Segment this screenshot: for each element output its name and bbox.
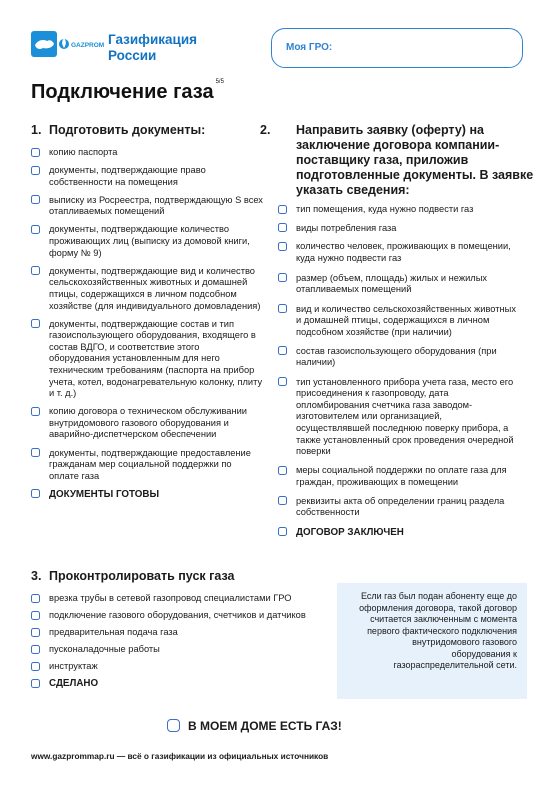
section-1-checklist	[31, 147, 263, 508]
checklist-item-label: инструктаж	[49, 661, 98, 672]
checklist-item-label: врезка трубы в сетевой газопровод специалистами ГРО	[49, 593, 292, 603]
checkbox-icon[interactable]	[31, 225, 40, 234]
checkbox-icon[interactable]	[278, 346, 287, 355]
checklist-item-label: меры социальной поддержки по оплате газа для граждан, проживающих в помещении	[296, 465, 507, 487]
checkbox-icon[interactable]	[278, 242, 287, 251]
section-3-checklist	[31, 593, 321, 696]
checkbox-icon[interactable]	[31, 319, 40, 328]
checkbox-icon[interactable]	[167, 719, 180, 732]
checkbox-icon[interactable]	[278, 223, 287, 232]
checklist-item[interactable]	[31, 644, 321, 656]
section-2-number: 2.	[260, 123, 271, 137]
checklist-item[interactable]	[31, 224, 263, 259]
checklist-item-label: документы, подтверждающие состав и тип газоиспользующего оборудования, входящего в состав ВДГО, и соответствие этого оборудования установленным для него техническим требованиям (паспорта на прибор учета, котел, водонагревательную колонку, плиту и т. д.)	[49, 318, 263, 399]
checklist-item[interactable]	[31, 195, 263, 218]
checklist-item[interactable]	[278, 204, 518, 216]
checklist-item-label: вид и количество сельскохозяйственных животных и домашней птицы, содержащихся в личном подсобном хозяйстве (при наличии)	[296, 303, 516, 337]
section1-done-item[interactable]	[31, 489, 263, 501]
checklist-item[interactable]	[31, 610, 321, 622]
section-3-heading: Проконтролировать пуск газа	[49, 569, 235, 583]
brand-name	[108, 32, 218, 64]
checklist-item[interactable]	[31, 661, 321, 673]
checkbox-icon[interactable]	[31, 594, 40, 603]
final-check-label: В МОЕМ ДОМЕ ЕСТЬ ГАЗ!	[188, 719, 342, 733]
checklist-item[interactable]	[278, 496, 518, 519]
checkbox-icon[interactable]	[31, 266, 40, 275]
checklist-item-label: документы, подтверждающие право собственности на помещения	[49, 165, 206, 187]
logo-text: GAZPROM	[71, 42, 105, 49]
brand-line-2: России	[108, 48, 157, 63]
checkbox-icon[interactable]	[31, 645, 40, 654]
checkbox-icon[interactable]	[31, 662, 40, 671]
checklist-item[interactable]	[31, 593, 321, 605]
checkbox-icon[interactable]	[31, 611, 40, 620]
done-label: ДОКУМЕНТЫ ГОТОВЫ	[49, 488, 160, 500]
checklist-item-label: тип установленного прибора учета газа, место его присоединения к газопроводу, дата опломбирования счетчика газа заводом-изготовителем или организацией, осуществлявшей последнюю поверку прибора, а также установленный срок проведения очередной поверки	[296, 376, 514, 457]
section-3-number: 3.	[31, 569, 42, 583]
checklist-item[interactable]	[31, 319, 263, 400]
checkbox-icon[interactable]	[278, 527, 287, 536]
final-checkbox[interactable]	[167, 719, 342, 733]
checklist-item-label: реквизиты акта об определении границ раздела собственности	[296, 495, 505, 518]
checklist-item-label: тип помещения, куда нужно подвести газ	[296, 204, 474, 214]
brand-line-1: Газификация	[108, 32, 198, 47]
section-2-heading: Направить заявку (оферту) на заключение договора компании-поставщику газа, приложив подготовленные документы. В заявке указать сведения:	[296, 123, 534, 197]
section-3-title	[31, 569, 234, 584]
section-1-title	[31, 123, 205, 138]
section2-done-item[interactable]	[278, 527, 518, 539]
section-2-checklist	[278, 204, 518, 546]
checkbox-icon[interactable]	[31, 195, 40, 204]
checklist-item-label: документы, подтверждающие вид и количество сельскохозяйственных животных и домашней птицы, содержащихся в личном подсобном хозяйстве (для индивидуального домовладения)	[49, 265, 261, 311]
section3-done-item[interactable]	[31, 678, 321, 690]
checkbox-icon[interactable]	[31, 679, 40, 688]
checkbox-icon[interactable]	[31, 448, 40, 457]
checklist-item[interactable]	[278, 377, 518, 458]
section-1-heading: Подготовить документы:	[49, 123, 206, 137]
page-title	[31, 81, 224, 104]
done-label: ДОГОВОР ЗАКЛЮЧЕН	[296, 526, 404, 538]
footer-text: www.gazprommap.ru — всё о газификации из официальных источников	[31, 751, 329, 761]
checkbox-icon[interactable]	[278, 273, 287, 282]
info-note-text: Если газ был подан абоненту еще до оформления договора, такой договор считается заключенным с момента первого фактического подключения внутридомового газового оборудования к газораспределительной сети.	[359, 591, 517, 670]
checklist-item[interactable]	[278, 465, 518, 488]
checklist-item-label: документы, подтверждающие предоставление гражданам мер социальной поддержки по оплате газа	[49, 447, 251, 481]
checklist-item[interactable]	[278, 346, 518, 369]
section-2-title	[260, 123, 536, 198]
checkbox-icon[interactable]	[31, 148, 40, 157]
checklist-item-label: размер (объем, площадь) жилых и нежилых отапливаемых помещений	[296, 272, 488, 295]
checklist-item-label: копию паспорта	[49, 147, 118, 157]
gro-field[interactable]	[271, 28, 523, 68]
checklist-item[interactable]	[278, 241, 518, 264]
checkbox-icon[interactable]	[31, 628, 40, 637]
checklist-item[interactable]	[278, 223, 518, 235]
checklist-item-label: документы, подтверждающие количество проживающих лиц (выписку из домовой книги, форму № 9)	[49, 224, 250, 258]
checkbox-icon[interactable]	[278, 377, 287, 386]
checkbox-icon[interactable]	[278, 304, 287, 313]
checklist-item[interactable]	[278, 304, 518, 339]
title-text: Подключение газа	[31, 81, 214, 103]
gro-label: Моя ГРО:	[286, 42, 333, 53]
checklist-item-label: пусконаладочные работы	[49, 644, 160, 655]
checklist-item[interactable]	[31, 266, 263, 312]
checklist-item[interactable]	[31, 147, 263, 159]
page-marker: 5/5	[215, 79, 224, 85]
checkbox-icon[interactable]	[278, 496, 287, 505]
done-label: СДЕЛАНО	[49, 678, 99, 690]
checklist-item[interactable]	[278, 273, 518, 296]
section-1-number: 1.	[31, 123, 42, 137]
checklist-item-label: предварительная подача газа	[49, 627, 178, 638]
checkbox-icon[interactable]	[31, 489, 40, 498]
checkbox-icon[interactable]	[278, 205, 287, 214]
checklist-item[interactable]	[31, 406, 263, 441]
checklist-item-label: виды потребления газа	[296, 222, 397, 233]
gazprom-logo	[31, 31, 105, 67]
checklist-item[interactable]	[31, 448, 263, 483]
checklist-item[interactable]	[31, 627, 321, 639]
checklist-item-label: копию договора о техническом обслуживании внутридомового газового оборудования и аварийно-диспетчерском обеспечении	[49, 406, 247, 440]
checkbox-icon[interactable]	[278, 466, 287, 475]
checklist-item-label: подключение газового оборудования, счетчиков и датчиков	[49, 610, 306, 621]
checkbox-icon[interactable]	[31, 407, 40, 416]
checklist-item-label: количество человек, проживающих в помещении, куда нужно подвести газ	[296, 241, 511, 263]
checklist-item-label: состав газоиспользующего оборудования (при наличии)	[296, 345, 497, 368]
checklist-item[interactable]	[31, 165, 263, 188]
checklist-item-label: выписку из Росреестра, подтверждающую S всех отапливаемых помещений	[49, 194, 263, 217]
info-note-box	[337, 583, 527, 699]
checkbox-icon[interactable]	[31, 166, 40, 175]
